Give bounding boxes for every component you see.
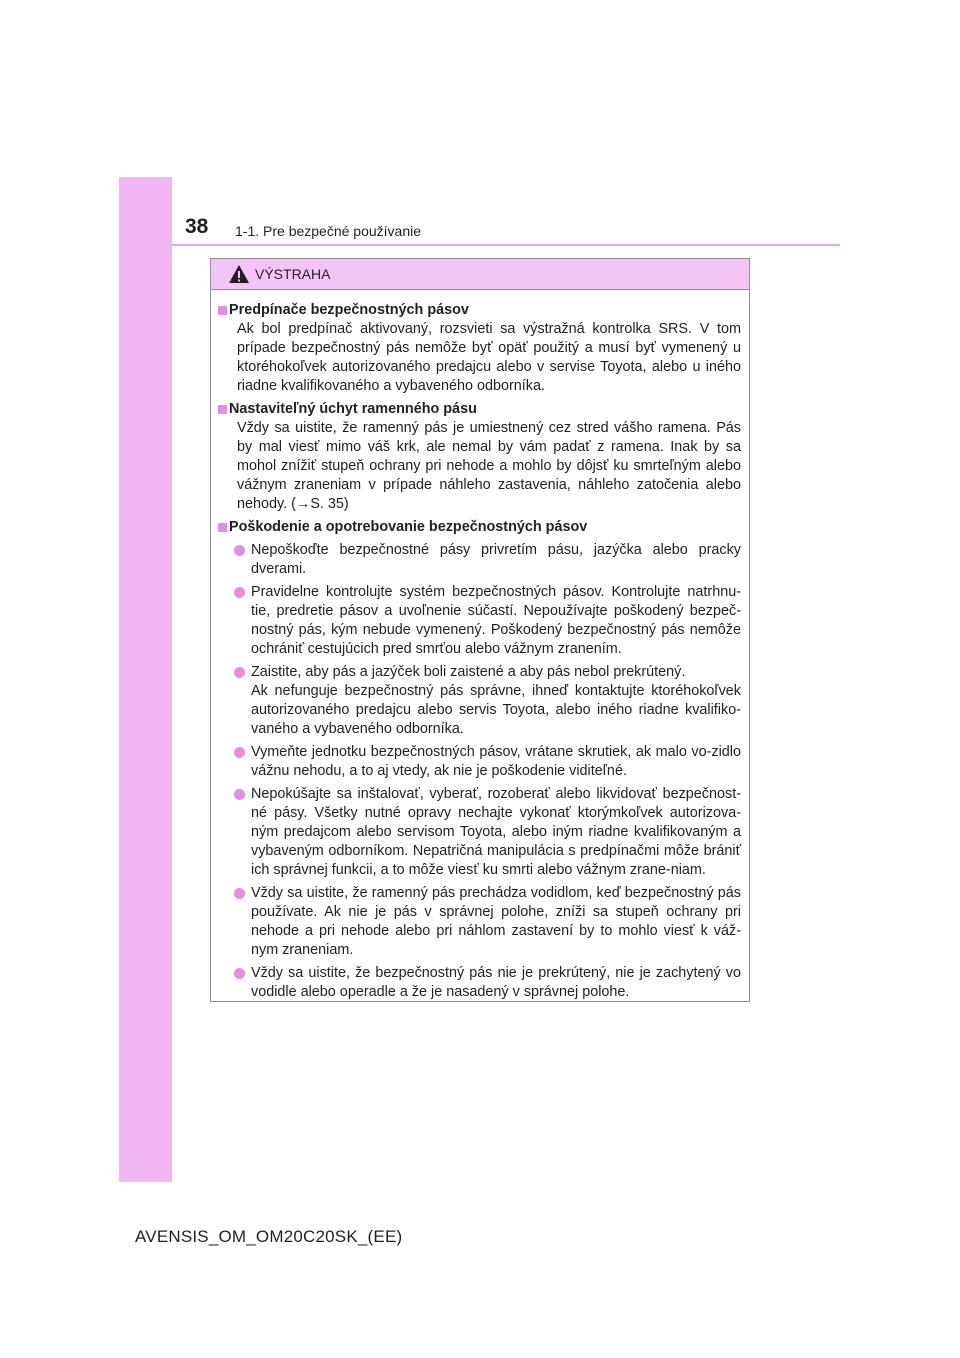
square-bullet-icon <box>218 405 227 414</box>
warning-triangle-icon <box>228 264 250 284</box>
section-heading: Nastaviteľný úchyt ramenného pásu <box>218 400 741 419</box>
warning-box <box>210 258 750 1002</box>
list-item: Zaistite, aby pás a jazýček boli zaistené a aby pás nebol prekrútený. Ak nefunguje bezpečnostný pás správne, ihneď kontaktujte ktoréhokoľvek autorizovaného predajcu alebo servis Toyota, alebo iného riadne kvalifiko-vaného a vybaveného odborníka. <box>218 663 741 739</box>
circle-bullet-icon <box>234 667 245 678</box>
list-item: Vždy sa uistite, že ramenný pás prechádza vodidlom, keď bezpečnostný pás používate. Ak nie je pás v správnej polohe, zníži sa stupeň ochrany pri nehode a pri nehode alebo pri náhlom zastavení by to mohlo viesť k váž-nym zraneniam. <box>218 884 741 960</box>
circle-bullet-icon <box>234 587 245 598</box>
warning-header <box>211 259 749 290</box>
list-item: Pravidelne kontrolujte systém bezpečnostných pásov. Kontrolujte natrhnu-tie, predretie pásov a uvoľnenie súčastí. Nepoužívajte poškodený bezpeč-nostný pás, kým nebude vymenený. Poškodený bezpečnostný pás nemôže ochrániť cestujúcich pred smrťou alebo vážnym zranením. <box>218 583 741 659</box>
section-text: Ak bol predpínač aktivovaný, rozsvieti sa výstražná kontrolka SRS. V tom prípade bezpečnostný pás nemôže byť opäť použitý a musí byť vymenený u ktoréhokoľvek autorizovaného predajcu alebo v servise Toyota, alebo u iného riadne kvalifikovaného a vybaveného odborníka. <box>237 321 741 394</box>
circle-bullet-icon <box>234 888 245 899</box>
section-title: 1-1. Pre bezpečné používanie <box>235 223 422 239</box>
square-bullet-icon <box>218 523 227 532</box>
section-heading: Predpínače bezpečnostných pásov <box>218 301 741 320</box>
circle-bullet-icon <box>234 545 245 556</box>
list-item: Nepokúšajte sa inštalovať, vyberať, rozoberať alebo likvidovať bezpečnost-né pásy. Všetky nutné opravy nechajte vykonať ktorýmkoľvek autorizova-ným predajcom alebo servisom Toyota, alebo iným riadne kvalifikovaným a vybaveným odborníkom. Nepatričná manipulácia s predpínačmi môže brániť ich správnej funkcii, a to môže viesť ku smrti alebo vážnym zrane-niam. <box>218 785 741 880</box>
circle-bullet-icon <box>234 968 245 979</box>
circle-bullet-icon <box>234 747 245 758</box>
page-number: 38 <box>185 215 209 238</box>
list-item: Vždy sa uistite, že bezpečnostný pás nie je prekrútený, nie je zachytený vo vodidle alebo operadle a že je nasadený v správnej polohe. <box>218 964 741 1002</box>
circle-bullet-icon <box>234 789 245 800</box>
list-item: Vymeňte jednotku bezpečnostných pásov, vrátane skrutiek, ak malo vo-zidlo vážnu nehodu, a to aj vtedy, ak nie je poškodenie viditeľné. <box>218 743 741 781</box>
header-divider <box>172 244 840 246</box>
chapter-sidebar-tab <box>119 177 172 1182</box>
section-text: Vždy sa uistite, že ramenný pás je umiestnený cez stred vášho ramena. Pás by mal viesť mimo váš krk, ale nemal by vám padať z ramena. Inak by sa mohol znížiť stupeň ochrany pri nehode a mohlo by dôjsť ku smrteľným alebo vážnym zraneniam v prípade náhleho zastavenia, náhleho zatočenia alebo nehody. (→S. 35) <box>237 420 741 512</box>
document-code: AVENSIS_OM_OM20C20SK_(EE) <box>135 1227 403 1246</box>
square-bullet-icon <box>218 306 227 315</box>
warning-body <box>211 290 749 1002</box>
list-item: Nepoškoďte bezpečnostné pásy privretím pásu, jazýčka alebo pracky dverami. <box>218 541 741 579</box>
section-heading: Poškodenie a opotrebovanie bezpečnostných pásov <box>218 518 741 537</box>
warning-title: VÝSTRAHA <box>255 266 331 282</box>
